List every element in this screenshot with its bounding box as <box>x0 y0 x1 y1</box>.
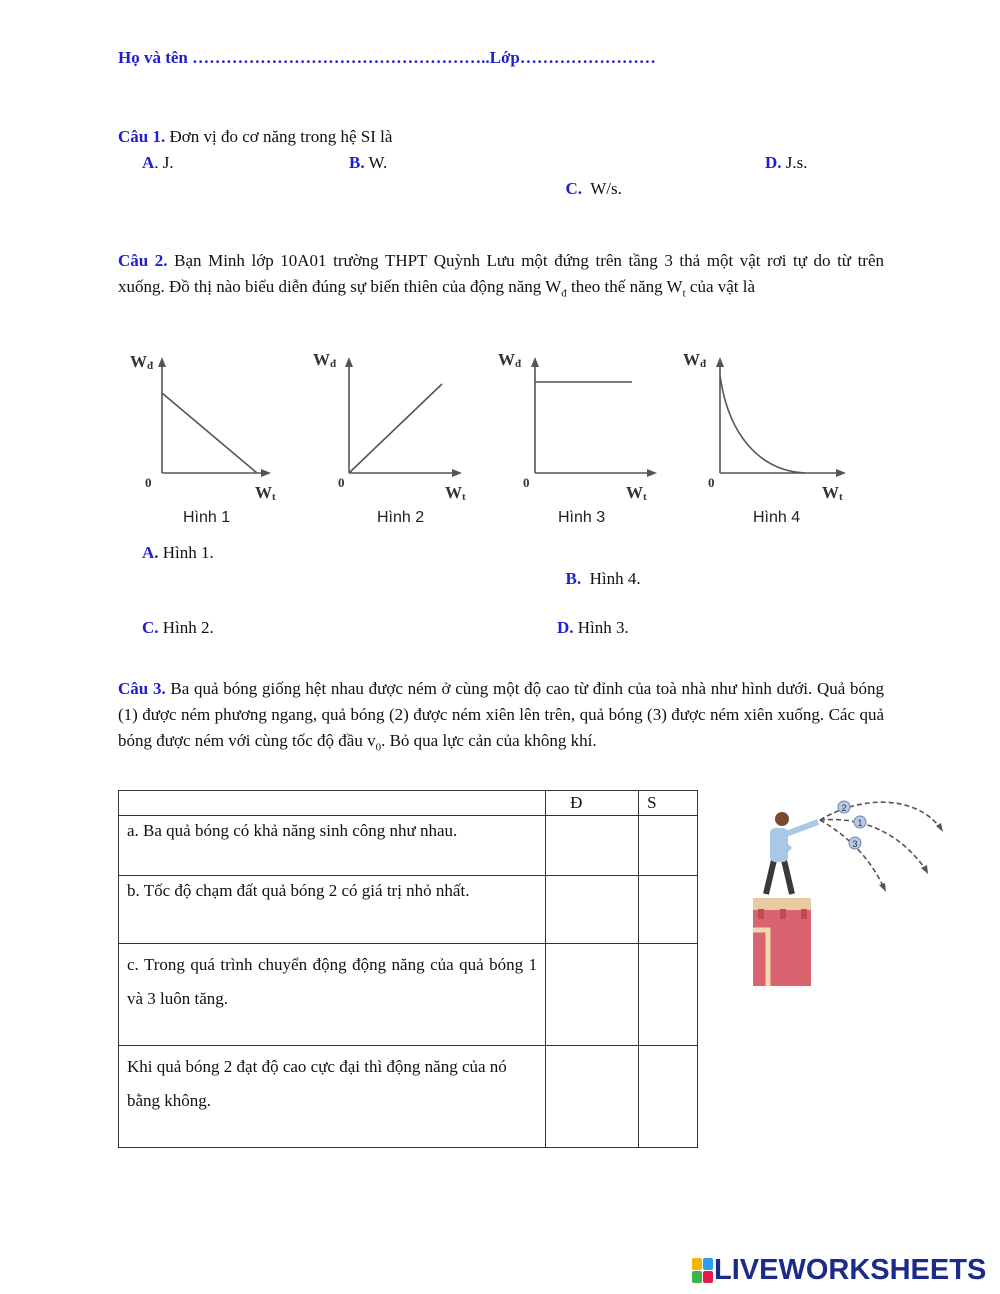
q1-option-d-letter: D. <box>765 153 782 172</box>
logo-tile <box>703 1271 713 1283</box>
table-row <box>119 816 698 876</box>
q1-option-d[interactable] <box>765 150 808 176</box>
table-header-row <box>119 791 698 816</box>
question-2-label: Câu 2. <box>118 251 168 270</box>
person-leg <box>766 860 774 894</box>
building-pillar <box>758 909 764 919</box>
graph-2-x-sub: t <box>462 491 466 503</box>
q1-option-a-sep: . <box>154 153 159 172</box>
question-1-label: Câu 1. <box>118 127 166 146</box>
graph-2-y-label: W <box>313 350 330 369</box>
graph-1-caption: Hình 1 <box>183 509 231 526</box>
question-3-label: Câu 3. <box>118 679 166 698</box>
trajectory-arrow <box>936 823 943 832</box>
graph-1-origin: 0 <box>145 475 152 490</box>
graph-1 <box>125 345 285 505</box>
graph-4-x-arrow <box>836 469 846 477</box>
liveworksheets-logo <box>692 1254 986 1287</box>
logo-tile <box>692 1258 702 1270</box>
svg-text:Wđ <box>683 350 706 370</box>
graph-2 <box>310 345 470 505</box>
svg-text:Wt <box>255 483 276 503</box>
logo-tile <box>703 1258 713 1270</box>
graph-3-caption: Hình 3 <box>558 509 606 526</box>
question-1-stem: Đơn vị đo cơ năng trong hệ SI là <box>169 127 393 146</box>
person-arm <box>786 822 818 834</box>
question-3-sub-0: 0 <box>375 741 382 754</box>
throwing-illustration <box>748 792 953 988</box>
graph-2-origin: 0 <box>338 475 345 490</box>
building-pillar <box>801 909 807 919</box>
answer-s-d[interactable] <box>639 1046 698 1148</box>
graph-3-x-arrow <box>647 469 657 477</box>
true-false-table <box>118 790 698 1148</box>
ball-3-label: 3 <box>852 839 858 849</box>
q2-option-a-text: Hình 1. <box>158 543 214 562</box>
question-2-stem-3: của vật là <box>685 277 756 296</box>
graph-4-curve <box>720 375 805 473</box>
q2-option-d-letter: D. <box>557 618 574 637</box>
table-header-d: Đ <box>546 791 639 816</box>
q1-option-b[interactable] <box>349 150 387 176</box>
statement-a: a. Ba quả bóng có khả năng sinh công như nhau. <box>119 816 546 876</box>
table-header-s: S <box>639 791 698 816</box>
answer-d-d[interactable] <box>546 1046 639 1148</box>
graph-3-x-sub: t <box>643 491 647 503</box>
q2-option-c[interactable] <box>142 615 214 641</box>
person-head <box>775 812 789 826</box>
trajectory-arrow <box>921 865 928 874</box>
trajectory-ball-1 <box>820 820 926 870</box>
answer-s-b[interactable] <box>639 876 698 944</box>
liveworksheets-logo-icon <box>692 1258 714 1284</box>
q2-option-a-letter: A. <box>142 543 159 562</box>
q1-option-b-letter: B. <box>349 153 365 172</box>
q2-option-d-text: Hình 3. <box>573 618 629 637</box>
building-parapet <box>753 898 811 910</box>
answer-d-b[interactable] <box>546 876 639 944</box>
graph-4-y-sub: đ <box>700 358 707 370</box>
answer-s-a[interactable] <box>639 816 698 876</box>
q1-option-c[interactable] <box>557 150 622 202</box>
table-row <box>119 876 698 944</box>
building-pillar <box>780 909 786 919</box>
graph-1-curve <box>162 393 257 473</box>
q2-option-c-text: Hình 2. <box>158 618 214 637</box>
ball-1-label: 1 <box>857 818 863 828</box>
question-3-stem-1: Ba quả bóng giống hệt nhau được ném ở cùng một độ cao từ đỉnh của toà nhà như hình dưới. Quả bóng (1) được ném phương ngang, quả bóng (2) được ném xiên lên trên, quả bóng (3) được ném xiên xuống. Các quả bóng được ném với cùng tốc độ đầu v <box>118 679 885 750</box>
answer-d-c[interactable] <box>546 944 639 1046</box>
svg-text:Wđ <box>498 350 521 370</box>
graph-4-origin: 0 <box>708 475 715 490</box>
graph-3-x-label: W <box>626 483 643 502</box>
q1-option-d-text: J.s. <box>781 153 808 172</box>
question-1 <box>118 124 884 150</box>
graph-4-x-label: W <box>822 483 839 502</box>
statement-b: b. Tốc độ chạm đất quả bóng 2 có giá trị nhỏ nhất. <box>119 876 546 944</box>
graph-1-x-label: W <box>255 483 272 502</box>
graph-3-y-label: W <box>498 350 515 369</box>
q1-option-b-text: W. <box>364 153 388 172</box>
q1-option-a[interactable] <box>142 150 174 176</box>
question-3 <box>118 676 884 760</box>
q2-option-c-letter: C. <box>142 618 159 637</box>
graph-2-x-label: W <box>445 483 462 502</box>
q1-option-a-letter: A <box>142 153 155 172</box>
question-3-stem-2: . Bỏ qua lực cản của không khí. <box>381 731 597 750</box>
statement-c: c. Trong quá trình chuyển động động năng của quả bóng 1 và 3 luôn tăng. <box>119 944 546 1046</box>
q2-option-b-text: Hình 4. <box>581 569 641 588</box>
question-2-stem-1: Bạn Minh lớp 10A01 trường THPT Quỳnh Lưu một đứng trên tầng 3 thả một vật rơi tự do từ trên xuống. Đồ thị nào biểu diễn đúng sự biến thiên của động năng W <box>118 251 884 296</box>
person-leg <box>784 860 792 894</box>
graph-2-y-arrow <box>345 357 353 367</box>
trajectory-arrow <box>879 883 886 892</box>
graph-3-y-arrow <box>531 357 539 367</box>
liveworksheets-logo-text: LIVEWORKSHEETS <box>714 1254 987 1286</box>
graph-4-x-sub: t <box>839 491 843 503</box>
graph-1-y-arrow <box>158 357 166 367</box>
statement-d: Khi quả bóng 2 đạt độ cao cực đại thì động năng của nó bằng không. <box>119 1046 546 1148</box>
q2-option-a[interactable] <box>142 540 214 566</box>
graph-1-y-label: W <box>130 352 147 371</box>
q2-option-b-letter: B. <box>565 569 582 588</box>
svg-text:Wt <box>626 483 647 503</box>
question-2 <box>118 248 884 306</box>
graph-1-x-sub: t <box>272 491 276 503</box>
q1-option-c-letter: C. <box>565 179 583 198</box>
graph-1-x-arrow <box>261 469 271 477</box>
svg-text:Wđ <box>130 352 153 372</box>
question-2-stem-2: theo thế năng W <box>566 277 683 296</box>
answer-d-a[interactable] <box>546 816 639 876</box>
svg-text:Wt <box>445 483 466 503</box>
q2-option-b[interactable] <box>557 540 641 592</box>
graph-3-origin: 0 <box>523 475 530 490</box>
svg-text:Wđ <box>313 350 336 370</box>
name-class-line: Họ và tên ……………………………………………..Lớp…………………… <box>118 48 656 67</box>
q2-option-d[interactable] <box>557 615 629 641</box>
graph-4-y-arrow <box>716 357 724 367</box>
answer-s-c[interactable] <box>639 944 698 1046</box>
graph-1-y-sub: đ <box>147 360 154 372</box>
ball-2-label: 2 <box>841 803 847 813</box>
graph-3 <box>495 345 665 505</box>
table-row <box>119 1046 698 1148</box>
graph-2-curve <box>349 384 442 473</box>
graph-2-x-arrow <box>452 469 462 477</box>
graph-4 <box>680 345 855 505</box>
svg-text:Wt <box>822 483 843 503</box>
q1-option-a-text: J. <box>158 153 174 172</box>
graph-2-caption: Hình 2 <box>377 509 425 526</box>
logo-tile <box>692 1271 702 1283</box>
graph-4-y-label: W <box>683 350 700 369</box>
q1-option-c-text: W/s. <box>582 179 622 198</box>
graph-4-caption: Hình 4 <box>753 509 801 526</box>
table-header-statement <box>119 791 546 816</box>
trajectory-ball-3 <box>820 820 884 888</box>
table-row <box>119 944 698 1046</box>
graph-2-y-sub: đ <box>330 358 337 370</box>
graph-3-y-sub: đ <box>515 358 522 370</box>
question-2-sub-d: đ <box>561 287 567 300</box>
question-2-sub-t: t <box>682 287 686 300</box>
